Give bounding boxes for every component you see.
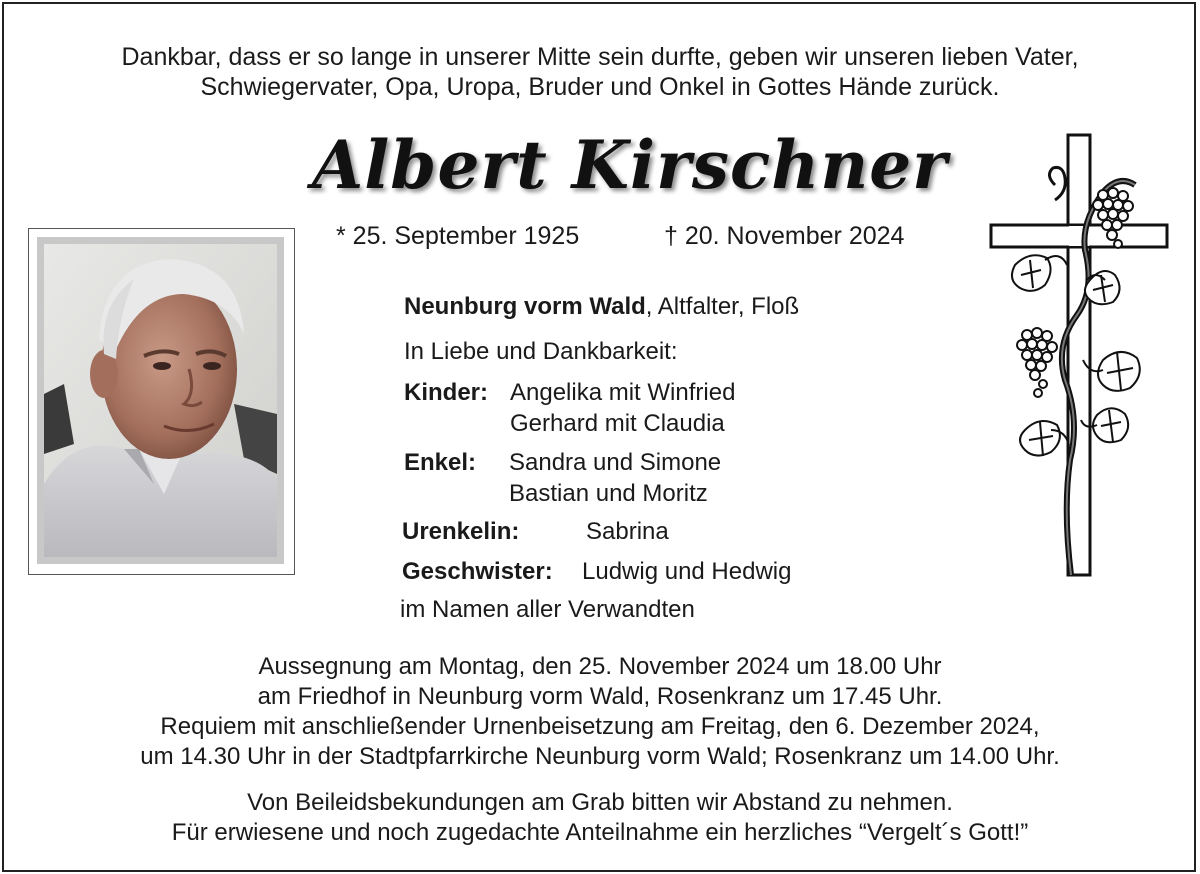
urenkelin-name: Sabrina [586, 518, 669, 545]
enkel-label: Enkel: [404, 449, 477, 476]
location-rest: , Altfalter, Floß [645, 293, 800, 320]
location-main: Neunburg vorm Wald [404, 293, 646, 320]
birth-date: * 25. September 1925 [336, 222, 580, 250]
portrait-frame [28, 228, 295, 575]
closing-line-2: Für erwiesene und noch zugedachte Anteilnahme ein herzliches “Vergelt´s Gott!” [171, 819, 1029, 846]
cross-with-vine-icon [985, 130, 1175, 580]
portrait-illustration [44, 244, 277, 557]
death-date: † 20. November 2024 [664, 222, 905, 250]
service-line-1: Aussegnung am Montag, den 25. November 2024 um 18.00 Uhr [258, 653, 942, 680]
service-line-3: Requiem mit anschließender Urnenbeisetzung am Freitag, den 6. Dezember 2024, [160, 713, 1040, 740]
service-info [0, 652, 1200, 772]
geschwister-label: Geschwister: [402, 558, 553, 585]
geschwister-names: Ludwig und Hedwig [582, 558, 792, 585]
enkel-1: Sandra und Simone [509, 449, 722, 476]
intro-line-2: Schwiegervater, Opa, Uropa, Bruder und Onkel in Gottes Hände zurück. [200, 73, 1000, 101]
closing-text [0, 788, 1200, 848]
love-line: In Liebe und Dankbarkeit: [404, 338, 678, 365]
portrait-photo [44, 244, 277, 557]
intro-text [0, 42, 1200, 102]
portrait-mat [37, 237, 284, 564]
deceased-name: Albert Kirschner [312, 126, 948, 204]
urenkelin-label: Urenkelin: [402, 518, 520, 545]
kinder-label: Kinder: [404, 379, 488, 406]
closing-relatives: im Namen aller Verwandten [400, 596, 695, 623]
closing-line-1: Von Beileidsbekundungen am Grab bitten wir Abstand zu nehmen. [247, 789, 953, 816]
intro-line-1: Dankbar, dass er so lange in unserer Mitte sein durfte, geben wir unseren lieben Vater, [121, 43, 1079, 71]
enkel-2: Bastian und Moritz [509, 480, 708, 507]
kinder-2: Gerhard mit Claudia [510, 410, 725, 437]
kinder-1: Angelika mit Winfried [510, 379, 736, 406]
location-line [404, 292, 799, 322]
service-line-4: um 14.30 Uhr in der Stadtpfarrkirche Neunburg vorm Wald; Rosenkranz um 14.00 Uhr. [140, 743, 1060, 770]
service-line-2: am Friedhof in Neunburg vorm Wald, Rosenkranz um 17.45 Uhr. [257, 683, 943, 710]
